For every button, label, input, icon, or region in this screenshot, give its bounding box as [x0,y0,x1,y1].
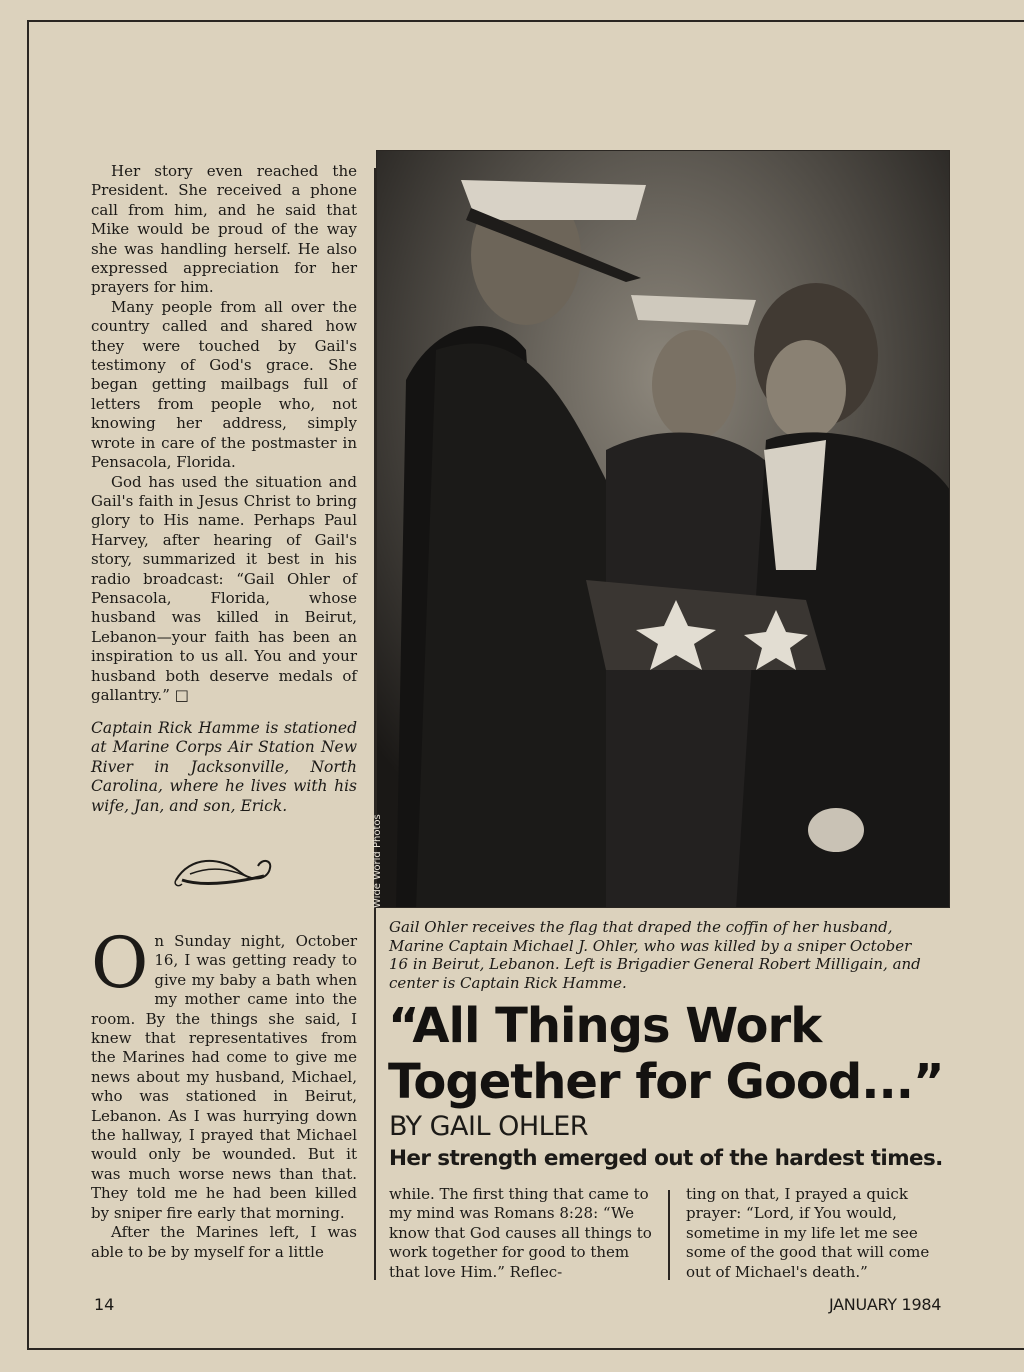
author-note: Captain Rick Hamme is stationed at Marine Corps Air Station New River in Jacksonville, North Carolina, where he lives with his wife, Jan, and son, Erick. [91,719,357,815]
column-divider [668,1190,670,1280]
flourish-ornament-icon [170,850,276,894]
paragraph: After the Marines left, I was able to be by myself for a little [91,1223,357,1261]
opening-column-text [91,922,357,1262]
photo-caption: Gail Ohler receives the flag that draped the coffin of her husband, Marine Captain Michael J. Ohler, who was killed by a sniper October 16 in Beirut, Lebanon. Left is Brigadier General Robert Milligain, and center is Captain Rick Hamme. [389,918,921,992]
paragraph: God has used the situation and Gail's faith in Jesus Christ to bring glory to His name. Perhaps Paul Harvey, after hearing of Gail's story, summarized it best in his radio broadcast: “Gail Ohler of Pensacola, Florida, whose husband was killed in Beirut, Lebanon—your faith has been an inspiration to us all. You and your husband both deserve medals of gallantry.” □ [91,472,357,704]
left-column-text [91,162,357,705]
article-deck: Her strength emerged out of the hardest times. [389,1146,943,1171]
page-border-bottom [27,1348,1024,1350]
photo-frame [376,150,950,908]
opening-paragraph [91,922,357,1223]
opening-text: n Sunday night, October 16, I was getting ready to give my baby a bath when my mother came into the room. By the things she said, I knew that representatives from the Marines had come to give me news about my husband, Michael, who was stationed in Beirut, Lebanon. As I was hurrying down the hallway, I prayed that Michael would only be wounded. But it was much worse news than that. They told me he had been killed by sniper fire early that morning. [91,932,357,1222]
article-column-2: ting on that, I prayed a quick prayer: “Lord, if You would, sometime in my life let me see some of the good that will come out of Michael's death.” [686,1185,930,1281]
page-number: 14 [94,1295,115,1314]
paragraph: Many people from all over the country called and shared how they were touched by Gail's testimony of God's grace. She began getting mailbags full of letters from people who, not knowing her address, simply wrote in care of the postmaster in Pensacola, Florida. [91,297,357,472]
page-border-top [27,20,1024,22]
article-column-1: while. The first thing that came to my mind was Romans 8:28: “We know that God causes all things to work together for good to them that love Him.” Reflec- [389,1185,652,1281]
photo-credit: Wide World Photos [372,814,383,908]
drop-cap: O [91,922,149,1004]
issue-date: JANUARY 1984 [829,1295,942,1314]
paragraph: Her story even reached the President. She received a phone call from him, and he said that Mike would be proud of the way she was handling herself. He also expressed appreciation for her prayers for him. [91,162,357,297]
article-headline: “All Things Work Together for Good...” [388,998,944,1110]
article-byline: BY GAIL OHLER [389,1111,589,1142]
page-border-left [27,20,29,1350]
